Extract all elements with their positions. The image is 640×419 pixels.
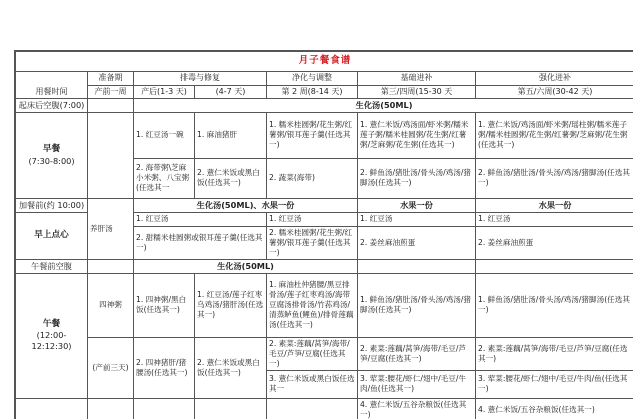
header-purify-week: 第 2 周(8-14 天) [267,85,358,99]
breakfast-soup: 生化汤(50ML) [134,99,634,113]
breakfast-prep-empty [88,99,134,113]
lunch-detox-4-7-item-2: 2. 薏仁米饭或黑白饭(任选其一) [195,337,267,398]
snack-strong-fruit: 水果一份 [476,198,634,212]
lunch-before-slot: 午餐前空腹 [16,259,88,273]
snack-purify-item-1: 1. 红豆汤 [267,212,358,226]
header-strong: 强化进补 [476,72,634,86]
lunch-detox-1-3-item-2: 2. 四神猪肝/猪腰汤(任选其一) [134,337,195,398]
breakfast-detox-4-7-item-1: 1. 麻油猪肝 [195,112,267,158]
breakfast-basic-item-2: 2. 鲜鱼汤/猪肚汤/骨头汤/鸡汤/猪脚汤(任选其一) [358,158,476,198]
header-prep-week: 产前一周 [88,85,134,99]
table-title: 月子餐食谱 [16,52,634,72]
snack-strong-item-1: 1. 红豆汤 [476,212,634,226]
snack-basic-fruit: 水果一份 [358,198,476,212]
lunch-strong-item-1: 1. 鲜鱼汤/猪肚汤/骨头汤/鸡汤/猪脚汤(任选其一) [476,273,634,337]
lunch-purify-continued [267,398,358,419]
header-purify: 净化与调整 [267,72,358,86]
snack-soup-fruit: 生化汤(50ML)、水果一份 [134,198,358,212]
lunch-strong-item-4: 4. 薏仁米饭/五谷杂粮饭(任选其一) [476,398,634,419]
lunch-prep-three-days: (产前三天) [88,337,134,398]
snack-label: 早上点心 [16,212,88,259]
breakfast-strong-item-1: 1. 薏仁米饭/鸡汤面/虾米粥/瑶柱粥/糯米莲子粥/糯米桂圆粥/花生粥/红薯粥/芝麻粥/花生粥(任选其一) [476,112,634,158]
header-basic: 基础进补 [358,72,476,86]
breakfast-time: (7:30-8:00) [28,155,75,166]
snack-before-slot: 加餐前(约 10:00) [16,198,88,212]
breakfast-slot [16,112,88,198]
lunch-basic-item-3: 3. 荤菜:腰花/虾仁/翅中/毛豆/牛肉/鱼(任选其一) [358,370,476,398]
lunch-prep-empty [88,259,134,273]
lunch-basic-item-2: 2. 素菜:莲藕/莴笋/海带/毛豆/芦笋/豆腐(任选其一) [358,337,476,370]
meal-plan-table [15,51,633,419]
header-detox-days-1-3: 产后(1-3 天) [134,85,195,99]
lunch-purify-item-1: 1. 麻油杜仲猪腰/黑豆排骨汤/莲子红枣鸡汤/海带豆腐汤排骨汤/竹荪鸡汤/清蒸鲈鱼(鲤鱼)/排骨莲藕汤(任选其一) [267,273,358,337]
breakfast-purify-item-1: 1. 糯米桂圆粥/花生粥/红薯粥/银耳莲子羹(任选其一) [267,112,358,158]
breakfast-strong-item-2: 2. 鲜鱼汤/猪肚汤/骨头汤/鸡汤/猪脚汤(任选其一) [476,158,634,198]
lunch-basic-item-1: 1. 鲜鱼汤/猪肚汤/骨头汤/鸡汤/猪脚汤(任选其一) [358,273,476,337]
lunch-detox-4-7-item-1: 1. 红豆汤/莲子红枣乌鸡汤/猪肝汤(任选其一) [195,273,267,337]
snack-prep-liver-soup: 养肝汤 [88,198,134,259]
lunch-label: 午餐 [42,319,61,330]
snack-basic-item-2: 2. 姜丝麻油煎蛋 [358,226,476,259]
lunch-detox-1-3-continued [134,398,195,419]
lunch-slot-continued [16,398,88,419]
lunch-prep-four-gods-porridge: 四神粥 [88,273,134,337]
breakfast-prep-cell [88,112,134,198]
meal-plan-table-sheet [14,50,633,419]
lunch-basic-item-4: 4. 薏仁米饭/五谷杂粮饭(任选其一) [358,398,476,419]
header-detox: 排毒与修复 [134,72,267,86]
snack-purify-item-2: 2. 糯米桂圆粥/花生粥/红薯粥/银耳莲子羹(任选其一) [267,226,358,259]
lunch-strong-item-3: 3. 荤菜:腰花/虾仁/翅中/毛豆/牛肉/鱼(任选其一) [476,370,634,398]
breakfast-detox-1-3-item-1: 1. 红豆汤一碗 [134,112,195,158]
lunch-detox-1-3-item-1: 1. 四神粥/黑白饭(任选其一) [134,273,195,337]
snack-detox-item-2: 2. 甜糯米桂圆粥或银耳莲子羹(任选其一) [134,226,267,259]
lunch-basic-empty [358,259,476,273]
lunch-purify-item-2: 2. 素菜:莲藕/莴笋/海带/毛豆/芦笋/豆腐(任选其一) [267,337,358,370]
lunch-prep-continued [88,398,134,419]
breakfast-label: 早餐 [42,144,61,155]
header-meal-time: 用餐时间 [16,72,88,99]
breakfast-basic-item-1: 1. 薏仁米饭/鸡汤面/虾米粥/糯米莲子粥/糯米桂圆粥/花生粥/红薯粥/芝麻粥/花生粥(任选其一) [358,112,476,158]
header-strong-weeks: 第五/六周(30-42 天) [476,85,634,99]
snack-basic-item-1: 1. 红豆汤 [358,212,476,226]
header-detox-days-4-7: (4-7 天) [195,85,267,99]
lunch-purify-item-3: 3. 薏仁米饭或黑白饭任选其一 [267,370,358,398]
lunch-time: (12:00-12:12:30) [31,330,72,352]
lunch-strong-item-2: 2. 素菜:莲藕/莴笋/海带/毛豆/芦笋/豆腐(任选其一) [476,337,634,370]
lunch-soup: 生化汤(50ML) [134,259,358,273]
breakfast-detox-1-3-item-2: 2. 海带粥\芝麻小米粥、八宝粥(任选其一 [134,158,195,198]
snack-detox-item-1: 1. 红豆汤 [134,212,267,226]
lunch-slot [16,273,88,398]
lunch-detox-4-7-continued [195,398,267,419]
breakfast-detox-4-7-item-2: 2. 薏仁米饭或黑白饭(任选其一) [195,158,267,198]
breakfast-purify-item-2: 2. 蔬菜(海带) [267,158,358,198]
header-prep-period: 准备期 [88,72,134,86]
header-basic-weeks: 第三/四周(15-30 天 [358,85,476,99]
breakfast-wake-slot: 起床后空腹(7:00) [16,99,88,113]
snack-strong-item-2: 2. 姜丝麻油煎蛋 [476,226,634,259]
lunch-strong-empty [476,259,634,273]
